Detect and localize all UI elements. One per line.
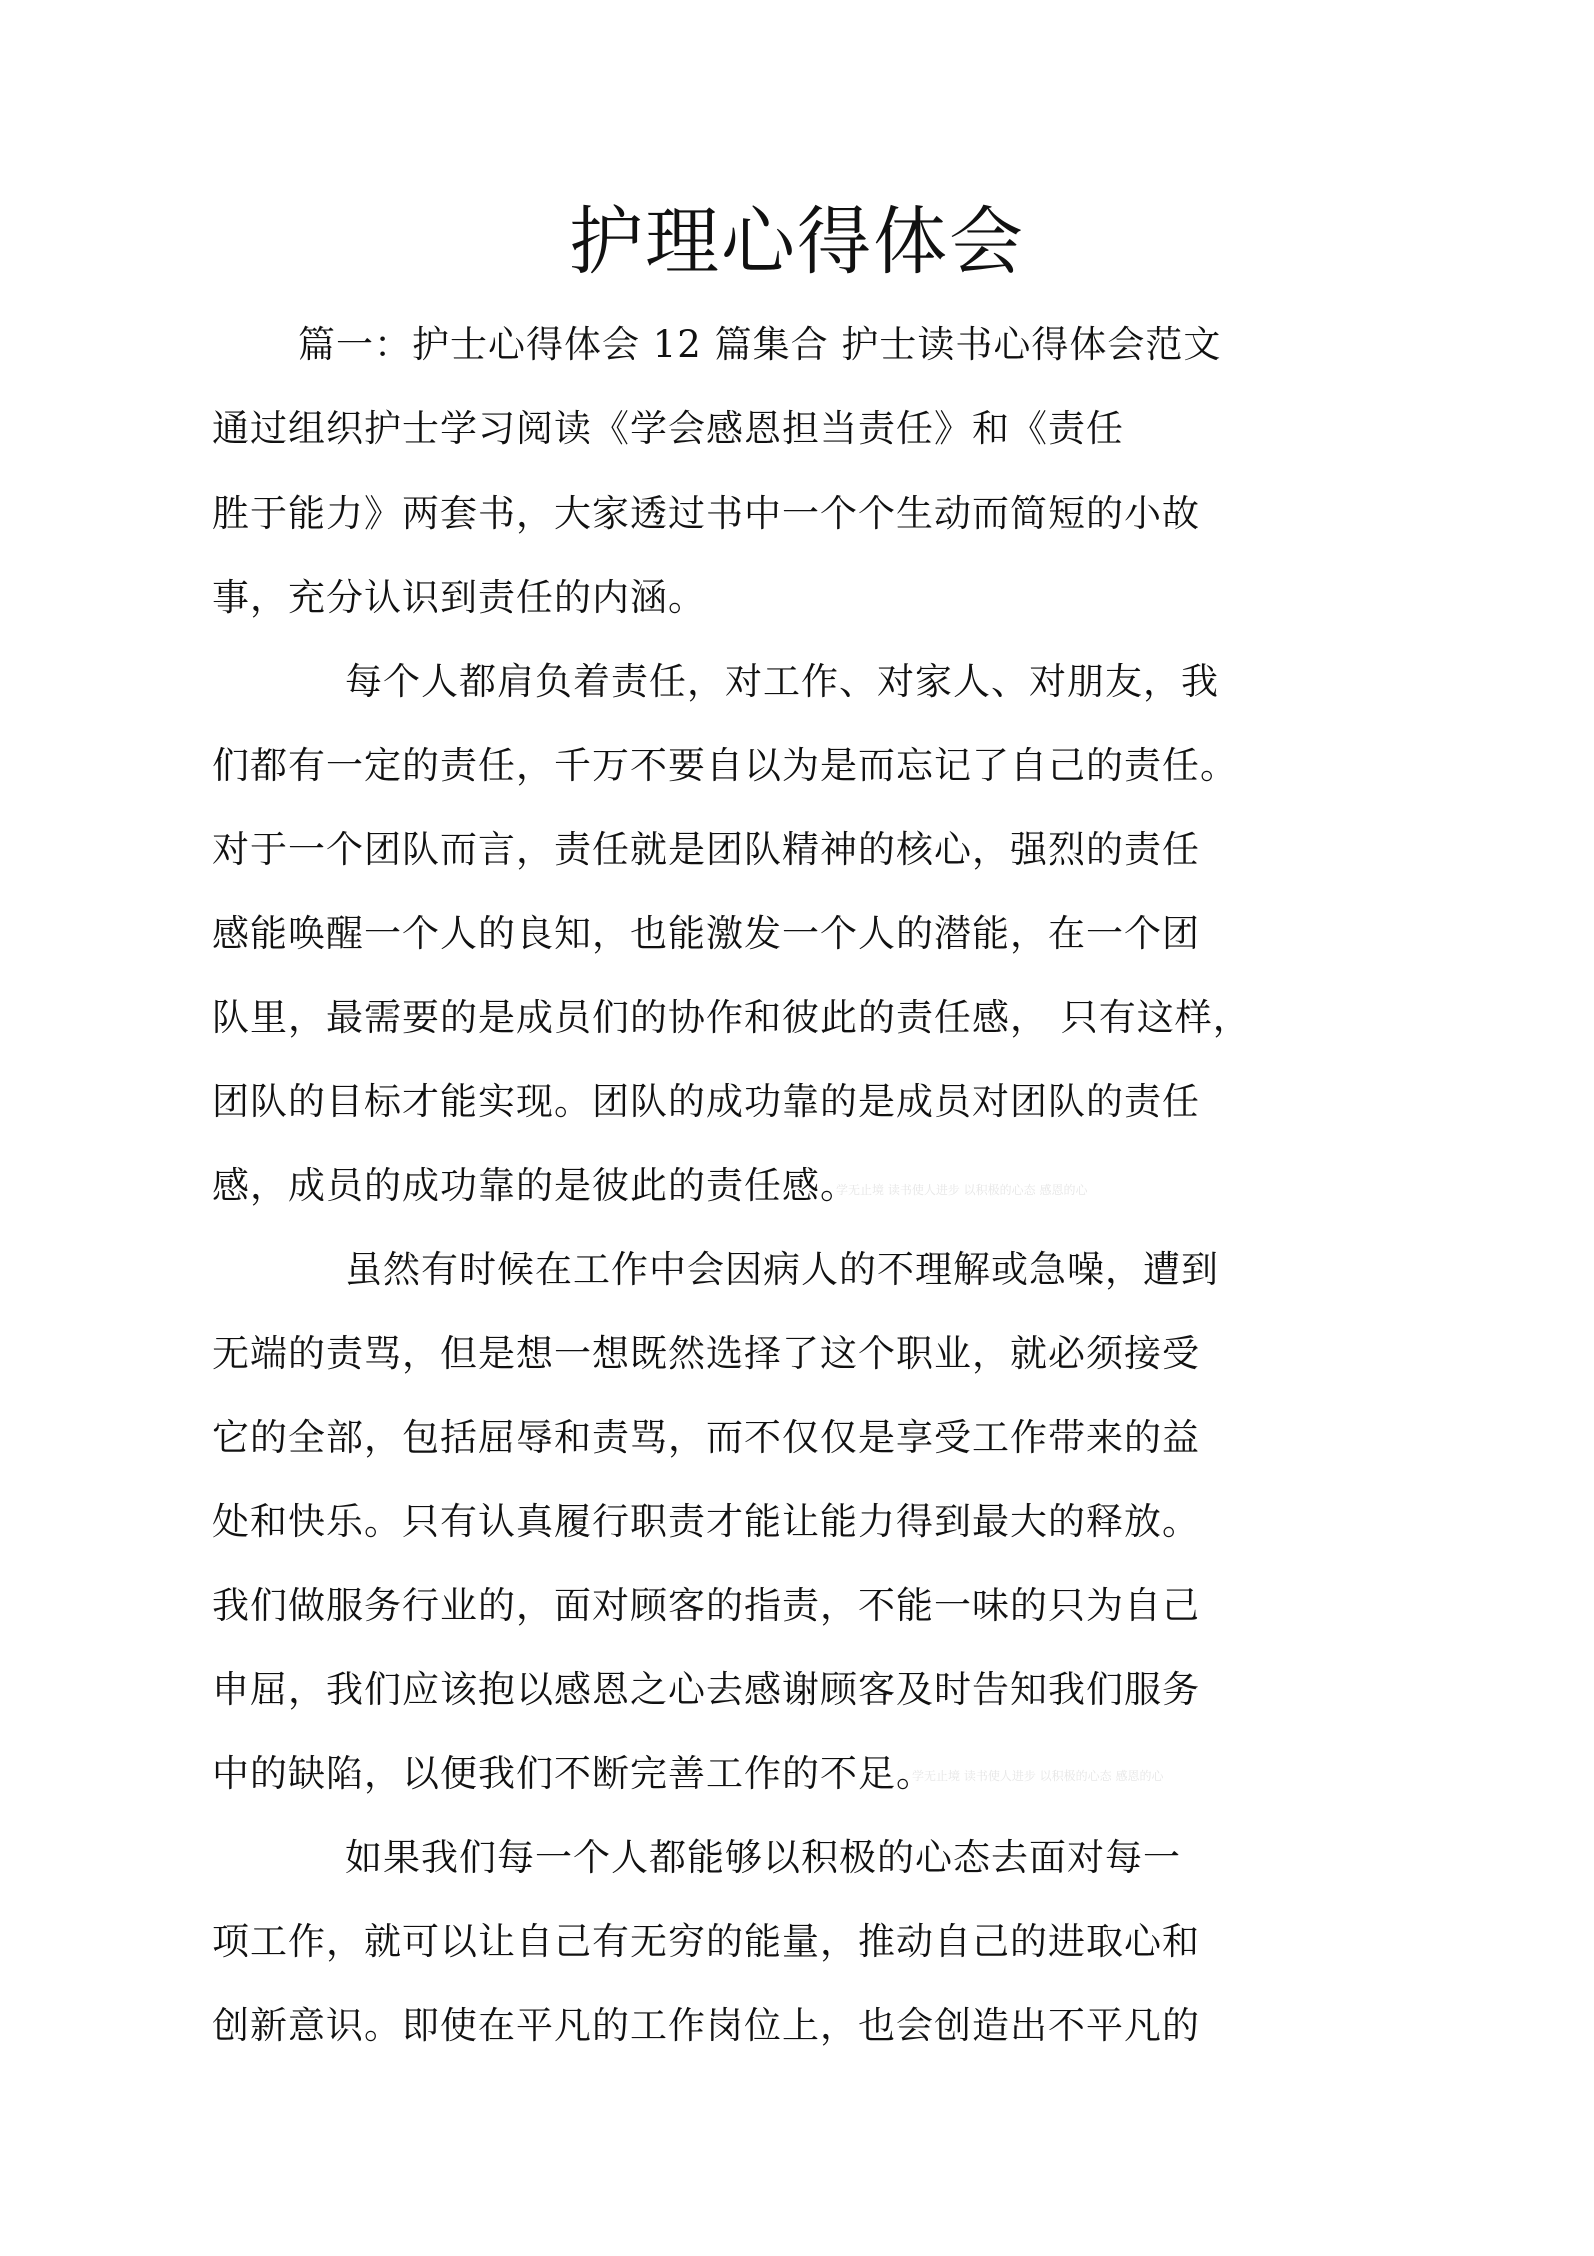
text-line: 它的全部，包括屈辱和责骂，而不仅仅是享受工作带来的益 bbox=[212, 1416, 1200, 1459]
text-line: 通过组织护士学习阅读《学会感恩担当责任》和《责任 bbox=[212, 407, 1124, 450]
text-line: 创新意识。即使在平凡的工作岗位上，也会创造出不平凡的 bbox=[212, 2004, 1200, 2047]
text-line: 每个人都肩负着责任，对工作、对家人、对朋友，我 bbox=[345, 660, 1219, 703]
text-line: 对于一个团队而言，责任就是团队精神的核心，强烈的责任 bbox=[212, 828, 1200, 871]
text-line: 感能唤醒一个人的良知，也能激发一个人的潜能，在一个团 bbox=[212, 912, 1200, 955]
faint-watermark: 学无止境 读书使人进步 以积极的心态 感恩的心 bbox=[912, 1769, 1164, 1783]
text-line: 感，成员的成功靠的是彼此的责任感。 bbox=[212, 1164, 858, 1207]
text-line: 事，充分认识到责任的内涵。 bbox=[212, 576, 706, 619]
text-line: 中的缺陷，以便我们不断完善工作的不足。 bbox=[212, 1752, 934, 1795]
text-line: 们都有一定的责任，千万不要自以为是而忘记了自己的责任。 bbox=[212, 744, 1238, 787]
text-line: 队里，最需要的是成员们的协作和彼此的责任感， 只有这样， bbox=[212, 996, 1251, 1039]
text-line: 团队的目标才能实现。团队的成功靠的是成员对团队的责任 bbox=[212, 1080, 1200, 1123]
text-line: 申屈，我们应该抱以感恩之心去感谢顾客及时告知我们服务 bbox=[212, 1668, 1200, 1711]
faint-watermark: 学无止境 读书使人进步 以积极的心态 感恩的心 bbox=[836, 1183, 1088, 1197]
text-line: 项工作，就可以让自己有无穷的能量，推动自己的进取心和 bbox=[212, 1920, 1200, 1963]
text-line: 虽然有时候在工作中会因病人的不理解或急噪，遭到 bbox=[345, 1248, 1219, 1291]
text-line: 我们做服务行业的，面对顾客的指责，不能一味的只为自己 bbox=[212, 1584, 1200, 1627]
text-line: 如果我们每一个人都能够以积极的心态去面对每一 bbox=[345, 1836, 1181, 1879]
text-line: 胜于能力》两套书，大家透过书中一个个生动而简短的小故 bbox=[212, 492, 1200, 535]
text-line: 无端的责骂，但是想一想既然选择了这个职业，就必须接受 bbox=[212, 1332, 1200, 1375]
page-title: 护理心得体会 bbox=[569, 199, 1025, 285]
text-line: 篇一：护士心得体会 12 篇集合 护士读书心得体会范文 bbox=[298, 323, 1222, 366]
text-line: 处和快乐。只有认真履行职责才能让能力得到最大的释放。 bbox=[212, 1500, 1200, 1543]
